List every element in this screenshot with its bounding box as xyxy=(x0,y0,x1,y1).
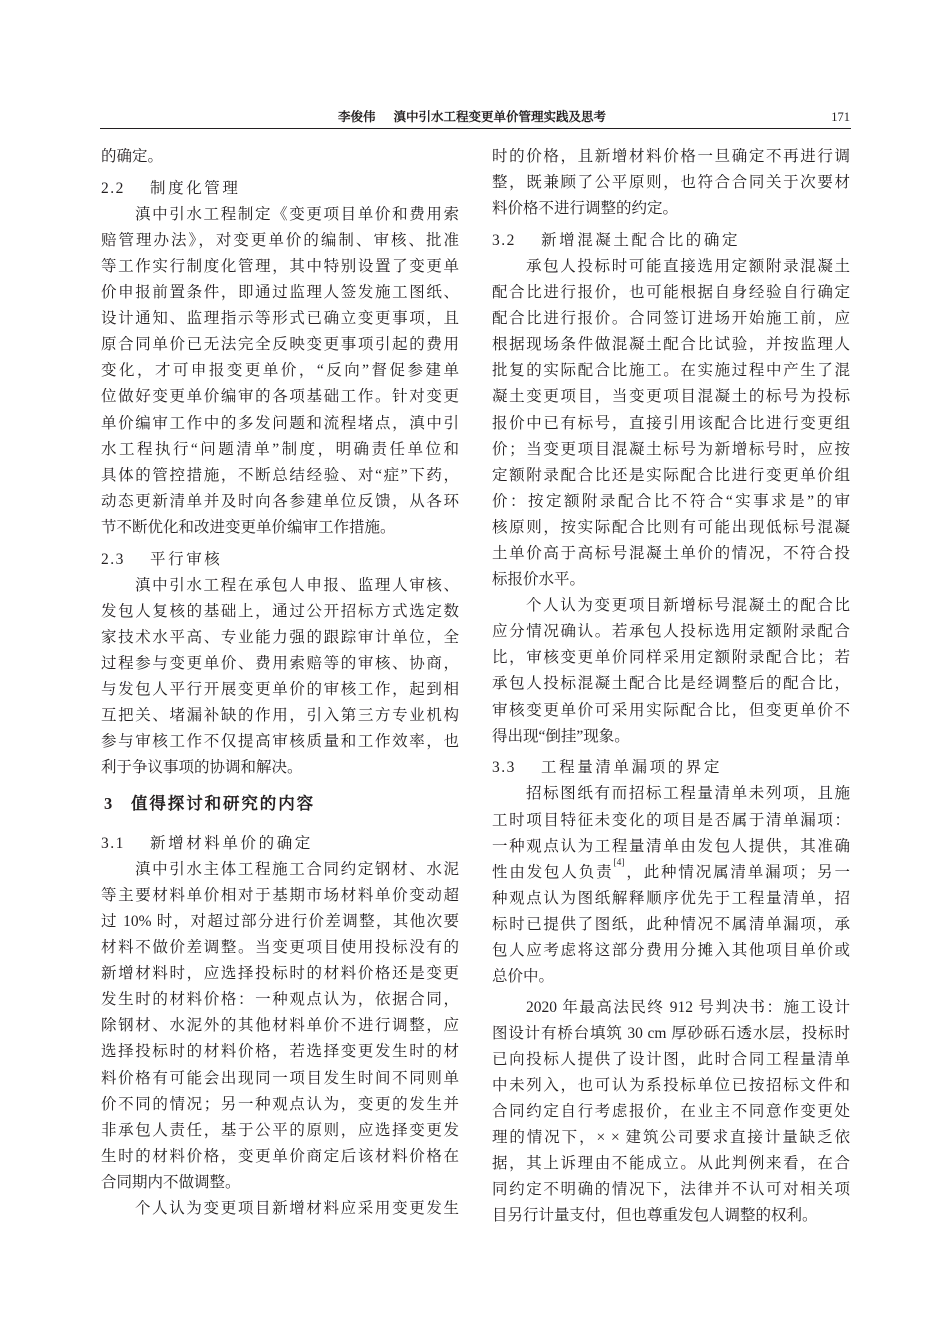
text-line: 承包人投标时可能直接选用定额附录混凝土 xyxy=(526,257,850,275)
section-number: 3 xyxy=(104,793,113,813)
text-line: 互把关、堵漏补缺的作用，引入第三方专业机构 xyxy=(101,707,459,725)
text-line: 审核变更单价可采用实际配合比，但变更单价不 xyxy=(492,701,850,719)
section-number: 3.3 xyxy=(492,759,516,777)
text-segment: ，此种情况属清单漏项；另一 xyxy=(624,863,850,881)
text-line: 配合比进行报价。合同签订进场开始施工前，应 xyxy=(492,310,850,328)
section-heading-3-2 xyxy=(492,228,850,254)
text-line: 已向投标人提供了设计图，此时合同工程量清单 xyxy=(492,1050,850,1068)
text-line: 应分情况确认。若承包人投标选用定额附录配合 xyxy=(492,623,850,641)
text-line: 非承包人责任，基于公平的原则，应选择变更发 xyxy=(101,1121,459,1139)
paragraph xyxy=(101,573,459,782)
text-line: 利于争议事项的协调和解决。 xyxy=(101,759,303,777)
text-line: 除钢材、水泥外的其他材料单价不进行调整，应 xyxy=(101,1017,459,1035)
text-line: 招标图纸有而招标工程量清单未列项，且施 xyxy=(526,785,850,803)
text-line: 配合比进行报价，也可能根据自身经验自行确定 xyxy=(492,284,850,302)
section-number: 2.3 xyxy=(101,550,125,568)
text-line: 总价中。 xyxy=(492,968,555,986)
text-line: 凝土变更项目，当变更项目混凝土的标号为投标 xyxy=(492,388,850,406)
text-line: 承包人投标混凝土配合比是经调整后的配合比， xyxy=(492,675,850,693)
section-title: 值得探讨和研究的内容 xyxy=(131,793,315,813)
citation-reference: [4] xyxy=(613,857,625,868)
text-line: 时的价格，且新增材料价格一旦确定不再进行调 xyxy=(492,148,850,165)
running-head xyxy=(338,109,606,125)
text-line: 滇中引水主体工程施工合同约定钢材、水泥 xyxy=(135,860,459,878)
text-line: 比，审核变更单价同样采用定额附录配合比；若 xyxy=(492,649,850,667)
running-head-title: 滇中引水工程变更单价管理实践及思考 xyxy=(393,110,607,124)
text-line: 材料不做价差调整。当变更项目使用投标没有的 xyxy=(101,939,459,957)
section-number: 3.2 xyxy=(492,231,516,249)
text-line: 水工程执行“问题清单”制度，明确责任单位和 xyxy=(101,440,459,458)
text-line: 位做好变更单价编审的各项基础工作。针对变更 xyxy=(101,388,459,406)
text-line: 原合同单价已无法完全反映变更事项引起的费用 xyxy=(101,336,459,354)
text-line: 合同期内不做调整。 xyxy=(101,1173,241,1191)
page-number: 171 xyxy=(831,110,850,124)
text-line: 与发包人平行开展变更单价的审核工作，起到相 xyxy=(101,681,459,699)
header-rule xyxy=(100,128,851,129)
text-segment: 性由发包人负责 xyxy=(492,863,614,881)
text-line: 价不同的情况；另一种观点认为，变更的发生并 xyxy=(101,1095,459,1113)
text-line: 价：按定额附录配合比不符合“实事求是”的审 xyxy=(492,492,850,510)
section-heading-3-1 xyxy=(101,831,459,857)
text-line: 选择投标时的材料价格，若选择变更发生时的材 xyxy=(101,1043,459,1061)
text-line: 节不断优化和改进变更单价编审工作措施。 xyxy=(101,518,396,536)
section-title: 新增混凝土配合比的确定 xyxy=(541,231,741,249)
text-line: 2020 年最高法民终 912 号判决书：施工设计 xyxy=(526,998,850,1016)
text-line: 报价中已有标号，直接引用该配合比进行变更组 xyxy=(492,414,850,432)
running-head-author: 李俊伟 xyxy=(338,110,376,124)
text-line: 标时已提供了图纸，此种情况不属清单漏项，承 xyxy=(492,915,850,933)
text-line: 等工作实行制度化管理，其中特别设置了变更单 xyxy=(101,257,459,275)
right-column xyxy=(492,144,850,1230)
text-line: 一种观点认为工程量清单由发包人提供，其准确 xyxy=(492,837,850,855)
text-line: 的确定。 xyxy=(101,148,164,165)
text-line: 等主要材料单价相对于基期市场材料单价变动超 xyxy=(101,886,459,904)
text-line: 滇中引水工程制定《变更项目单价和费用索 xyxy=(135,205,459,223)
text-line: 目另行计量支付，但也尊重发包人调整的权利。 xyxy=(492,1207,818,1225)
text-line: 变化，才可申报变更单价，“反向”督促参建单 xyxy=(101,362,459,380)
text-line: 图设计有桥台填筑 30 cm 厚砂砾石透水层，投标时 xyxy=(492,1024,850,1042)
text-line: 设计通知、监理指示等形式已确立变更事项，且 xyxy=(101,310,459,328)
section-number: 2.2 xyxy=(101,179,125,197)
text-line: 核原则，按实际配合比则有可能出现低标号混凝 xyxy=(492,518,850,536)
section-heading-3 xyxy=(101,791,459,817)
text-line: 个人认为变更项目新增标号混凝土的配合比 xyxy=(526,597,850,615)
text-line: 料价格有可能会出现同一项目发生时间不同则单 xyxy=(101,1069,459,1087)
section-title: 制度化管理 xyxy=(150,179,241,197)
paragraph xyxy=(492,144,850,222)
text-line: 发生时的材料价格：一种观点认为，依据合同， xyxy=(101,991,459,1009)
text-line: 过 10% 时，对超过部分进行价差调整，其他次要 xyxy=(101,913,459,930)
section-heading-2-3 xyxy=(101,547,459,573)
text-line: 据，其上诉理由不能成立。从此判例来看，在合 xyxy=(492,1155,850,1173)
section-title: 新增材料单价的确定 xyxy=(150,834,313,852)
text-line: 整，既兼顾了公平原则，也符合合同关于次要材 xyxy=(492,174,850,192)
section-heading-2-2 xyxy=(101,176,459,202)
section-title: 工程量清单漏项的界定 xyxy=(541,759,723,777)
text-line: 定额附录配合比还是实际配合比进行变更单价组 xyxy=(492,466,850,484)
text-line: 包人应考虑将这部分费用分摊入其他项目单价或 xyxy=(492,942,850,959)
text-line: 中未列入，也可认为系投标单位已按招标文件和 xyxy=(492,1076,850,1094)
text-line: 种观点认为图纸解释顺序优先于工程量清单，招 xyxy=(492,889,850,907)
text-line: 过程参与变更单价、费用索赔等的审核、协商， xyxy=(101,654,459,672)
text-line: 标报价水平。 xyxy=(492,571,586,589)
text-line: 具体的管控措施，不断总结经验、对“症”下药， xyxy=(101,466,459,484)
text-line: 价；当变更项目混凝土标号为新增标号时，应按 xyxy=(492,440,850,458)
left-column xyxy=(101,144,459,1222)
text-line: 合同约定自行考虑报价，在业主不同意作变更处 xyxy=(492,1103,850,1121)
paragraph xyxy=(492,593,850,750)
text-line: 滇中引水工程在承包人申报、监理人审核、 xyxy=(135,576,459,594)
text-line: 动态更新清单并及时向各参建单位反馈，从各环 xyxy=(101,492,459,510)
text-line: 发包人复核的基础上，通过公开招标方式选定数 xyxy=(101,602,459,620)
text-line: 批复的实际配合比施工。在实施过程中产生了混 xyxy=(492,362,850,380)
text-line: 单价编审工作中的多发问题和流程堵点，滇中引 xyxy=(101,414,459,432)
text-line: 个人认为变更项目新增材料应采用变更发生 xyxy=(135,1200,459,1218)
text-line: 得出现“倒挂”现象。 xyxy=(492,727,630,745)
text-line: 同约定不明确的情况下，法律并不认可对相关项 xyxy=(492,1181,850,1199)
section-heading-3-3 xyxy=(492,755,850,781)
paragraph xyxy=(101,1196,459,1222)
paragraph xyxy=(492,254,850,593)
text-line: 赔管理办法》，对变更单价的编制、审核、批准 xyxy=(101,231,459,249)
text-line: 新增材料时，应选择投标时的材料价格还是变更 xyxy=(101,965,459,983)
text-line: 料价格不进行调整的约定。 xyxy=(492,200,679,218)
text-line: 土单价高于高标号混凝土单价的情况，不符合投 xyxy=(492,545,850,562)
text-line: 家技术水平高、专业能力强的跟踪审计单位，全 xyxy=(101,628,459,646)
text-line: 理的情况下，× × 建筑公司要求直接计量缺乏依 xyxy=(492,1129,850,1147)
section-title: 平行审核 xyxy=(150,550,223,568)
paragraph xyxy=(101,202,459,541)
text-line: 参与审核工作不仅提高审核质量和工作效率，也 xyxy=(101,733,459,751)
paragraph xyxy=(492,781,850,990)
text-line: 根据现场条件做混凝土配合比试验，并按监理人 xyxy=(492,336,850,354)
text-line: 生时的材料价格，变更单价商定后该材料价格在 xyxy=(101,1147,459,1165)
text-line-with-citation xyxy=(492,857,850,886)
text-line: 工时项目特征未变化的项目是否属于清单漏项： xyxy=(492,811,850,829)
section-number: 3.1 xyxy=(101,834,125,852)
paragraph xyxy=(492,995,850,1230)
text-line: 价申报前置条件，即通过监理人签发施工图纸、 xyxy=(101,284,459,302)
paragraph xyxy=(101,857,459,1196)
